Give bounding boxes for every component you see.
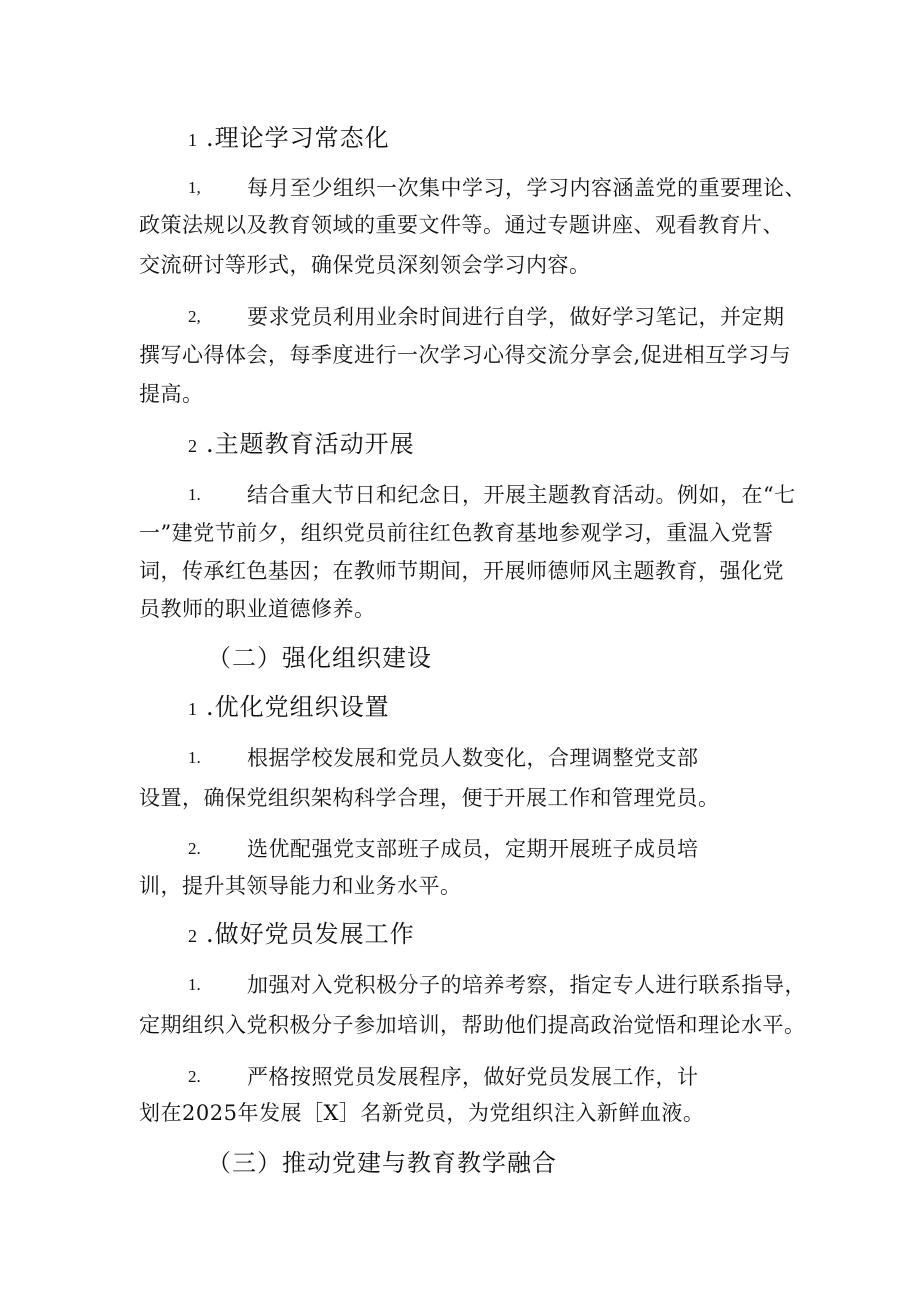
item-number: 2, (188, 307, 201, 326)
paragraph-line: 要求党员利用业余时间进行自学，做好学习笔记，并定期 (247, 305, 785, 329)
paragraph-line: 定期组织入党积极分子参加培训，帮助他们提高政治觉悟和理论水平。 (139, 1013, 806, 1037)
section-number: 2 (188, 926, 197, 946)
part-heading: （二）强化组织建设 (207, 644, 432, 672)
item-number: 1. (188, 485, 201, 504)
paragraph-line: 交流研讨等形式，确保党员深刻领会学习内容。 (139, 253, 591, 277)
paragraph-line: 词，传承红色基因；在教师节期间，开展师德师风主题教育，强化党 (139, 559, 784, 583)
section-number: 2 (188, 436, 197, 456)
item-number: 1. (188, 975, 201, 994)
paragraph-line: 严格按照党员发展程序，做好党员发展工作，计 (247, 1065, 699, 1089)
section-number: 1 (188, 699, 197, 719)
paragraph-line: 根据学校发展和党员人数变化，合理调整党支部 (247, 746, 699, 770)
section-number: 1 (188, 130, 197, 150)
section-heading: .主题教育活动开展 (206, 430, 415, 458)
paragraph-line: 政策法规以及教育领域的重要文件等。通过专题讲座、观看教育片、 (139, 213, 784, 237)
section-heading: .理论学习常态化 (206, 124, 390, 152)
part-heading: （三）推动党建与教育教学融合 (207, 1149, 557, 1177)
paragraph-line: 一”建党节前夕，组织党员前往红色教育基地参观学习，重温入党誓 (139, 521, 774, 545)
section-heading: .优化党组织设置 (206, 693, 390, 721)
paragraph-line: 撰写心得体会，每季度进行一次学习心得交流分享会,促进相互学习与 (139, 343, 792, 367)
item-number: 1, (188, 178, 201, 197)
item-number: 1. (188, 748, 201, 767)
paragraph-line: 选优配强党支部班子成员，定期开展班子成员培 (247, 837, 699, 861)
paragraph-line: 结合重大节日和纪念日，开展主题教育活动。例如，在“七 (247, 483, 796, 507)
paragraph-line: 设置，确保党组织架构科学合理，便于开展工作和管理党员。 (139, 786, 720, 810)
item-number: 2. (188, 1067, 201, 1086)
paragraph-line: 每月至少组织一次集中学习，学习内容涵盖党的重要理论、 (247, 176, 806, 200)
item-number: 2. (188, 839, 201, 858)
paragraph-line: 划在2025年发展［X］名新党员，为党组织注入新鲜血液。 (139, 1101, 705, 1125)
section-heading: .做好党员发展工作 (206, 920, 415, 948)
paragraph-line: 训，提升其领导能力和业务水平。 (139, 874, 462, 898)
paragraph-line: 加强对入党积极分子的培养考察，指定专人进行联系指导， (247, 973, 806, 997)
paragraph-line: 员教师的职业道德修养。 (139, 597, 376, 621)
paragraph-line: 提高。 (139, 382, 204, 406)
